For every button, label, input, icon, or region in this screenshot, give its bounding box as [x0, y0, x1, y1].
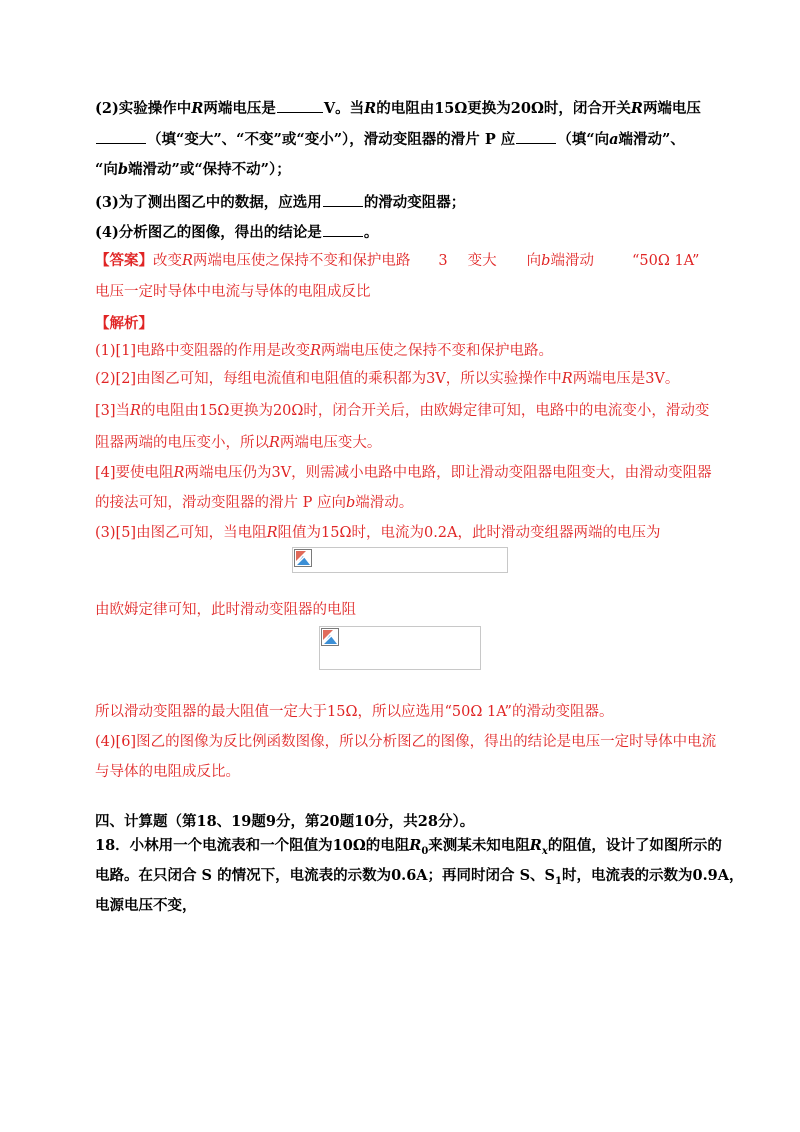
answer-3: 变大	[467, 253, 497, 269]
answer-5: “50Ω 1A”	[631, 253, 700, 269]
analysis-p5: (3)[5]由图乙可知，当电阻R阻值为15Ω时，电流为0.2A，此时滑动变组器两端的电压为	[95, 525, 661, 541]
formula-image-voltage	[292, 547, 508, 573]
question-2-line-2	[95, 129, 685, 150]
q2-text: （填“向	[557, 131, 610, 148]
answer-blank[interactable]	[323, 222, 363, 237]
analysis-p1: (1)[1]电路中变阻器的作用是改变R两端电压使之保持不变和保护电路。	[95, 343, 553, 359]
q2-text: V。当	[323, 100, 365, 117]
question-3	[95, 192, 465, 213]
question-4	[95, 222, 378, 243]
var-R: R	[364, 100, 377, 117]
answer-1: 改变R两端电压使之保持不变和保护电路	[153, 253, 411, 269]
q4-text: 。	[363, 224, 379, 241]
q2-text: “向	[95, 161, 118, 178]
q2-text: （填“变大”、“不变”或“变小”），滑动变阻器的滑片 P 应	[147, 131, 516, 148]
analysis-p3: [3]当R的电阻由15Ω更换为20Ω时，闭合开关后，由欧姆定律可知，电路中的电流变小，滑动变	[95, 403, 710, 419]
answer-blank[interactable]	[96, 129, 146, 144]
q2-text: 两端电压	[642, 100, 701, 117]
q2-text: 端滑动”或“保持不动”）；	[127, 161, 291, 178]
q4-text: (4)分析图乙的图像，得出的结论是	[95, 224, 322, 241]
var-R: R	[630, 100, 643, 117]
answer-2: 3	[438, 253, 448, 269]
formula-image-resistance	[319, 626, 481, 670]
answer-line-2: 电压一定时导体中电流与导体的电阻成反比	[95, 284, 371, 300]
var-b: b	[117, 161, 128, 178]
answer-tag: 【答案】	[95, 252, 153, 269]
analysis-p4: [4]要使电阻R两端电压仍为3V，则需减小电路中电路，即让滑动变阻器电阻变大，由滑动变阻器	[95, 465, 712, 481]
section-4-heading: 四、计算题（第18、19题9分，第20题10分，共28分）。	[95, 813, 475, 830]
question-2-line-3	[95, 160, 291, 180]
question-18-line-2: 电路。在只闭合 S 的情况下，电流表的示数为0.6A；再同时闭合 S、$S_1$时，电流表的示数为0.9A，	[95, 867, 744, 887]
q2-text: 两端电压是	[203, 100, 276, 117]
analysis-tag: 【解析】	[95, 315, 153, 332]
question-18-line-3: 电源电压不变，	[95, 897, 197, 914]
question-2-line-1	[95, 98, 701, 119]
analysis-p7: 所以滑动变阻器的最大阻值一定大于15Ω，所以应选用“50Ω 1A”的滑动变阻器。	[95, 704, 614, 720]
analysis-p2: (2)[2]由图乙可知，每组电流值和电阻值的乘积都为3V，所以实验操作中R两端电压是3V。	[95, 371, 680, 387]
answer-blank[interactable]	[323, 192, 363, 207]
q3-text: (3)为了测出图乙中的数据，应选用	[95, 194, 322, 211]
answer-blank[interactable]	[516, 129, 556, 144]
question-18-line-1: 18．小林用一个电流表和一个阻值为10Ω的电阻$R_0$来测某未知电阻$R_x$的阻值，设计了如图所示的	[95, 837, 722, 857]
q2-text: (2)实验操作中	[95, 100, 192, 117]
var-R: R	[191, 100, 204, 117]
analysis-p3-cont: 阻器两端的电压变小，所以R两端电压变大。	[95, 435, 382, 451]
answer-blank[interactable]	[277, 98, 323, 113]
analysis-p8: (4)[6]图乙的图像为反比例函数图像，所以分析图乙的图像，得出的结论是电压一定时导体中电流	[95, 734, 717, 750]
answer-4: 向b端滑动	[526, 253, 594, 269]
answer-line	[95, 251, 699, 271]
q3-text: 的滑动变阻器；	[363, 194, 466, 211]
broken-image-icon	[321, 628, 339, 646]
analysis-p4-cont: 的接法可知，滑动变阻器的滑片 P 应向b端滑动。	[95, 495, 414, 511]
q2-text: 的电阻由15Ω更换为20Ω时，闭合开关	[376, 100, 631, 117]
q2-text: 端滑动”、	[618, 131, 685, 148]
analysis-p6: 由欧姆定律可知，此时滑动变阻器的电阻	[95, 602, 356, 618]
var-a: a	[609, 131, 619, 148]
analysis-p8-cont: 与导体的电阻成反比。	[95, 764, 240, 780]
broken-image-icon	[294, 549, 312, 567]
